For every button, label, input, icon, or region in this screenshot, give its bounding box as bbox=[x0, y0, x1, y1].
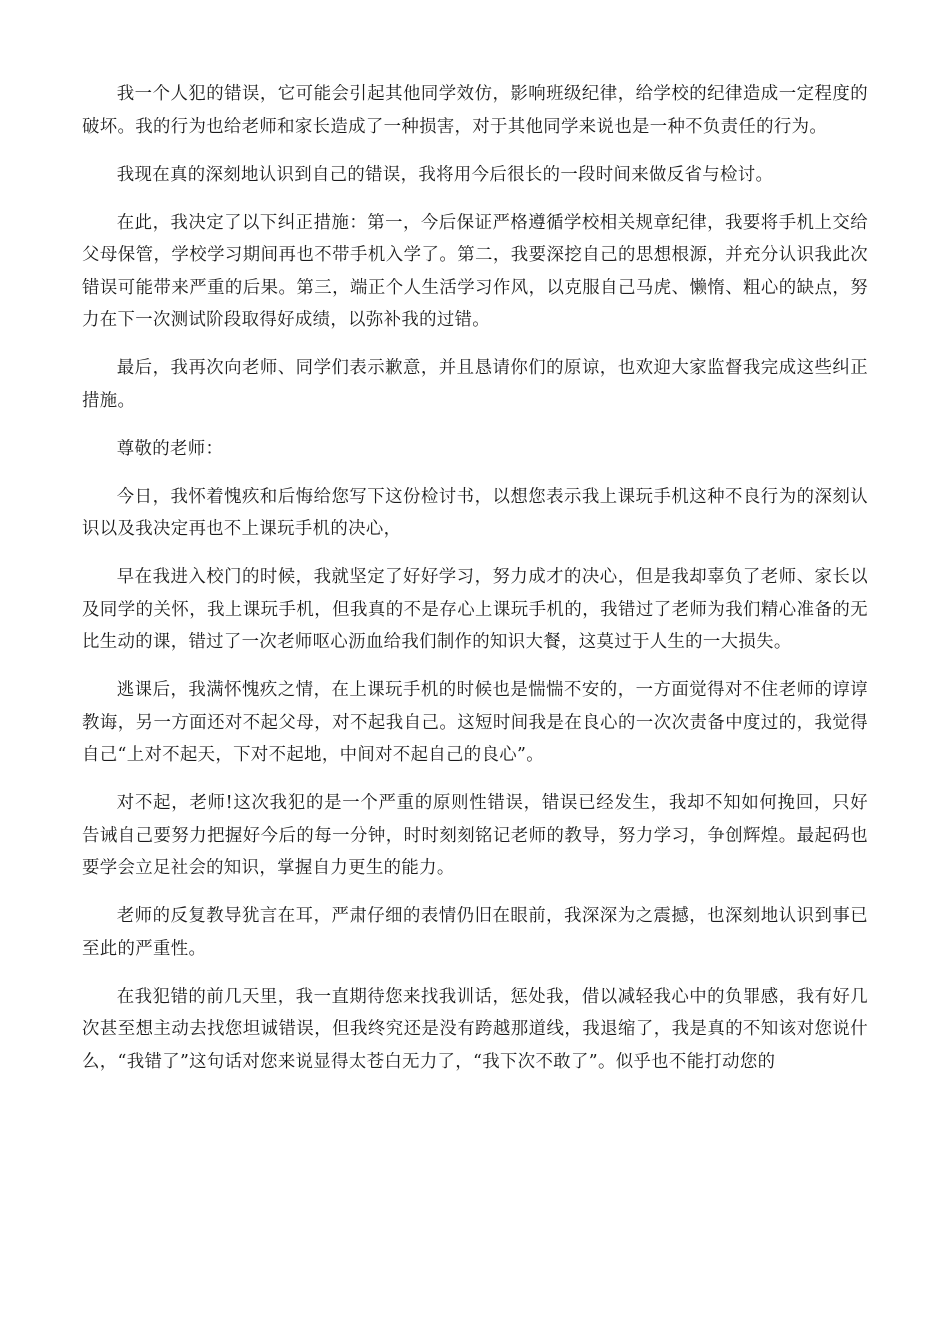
paragraph: 早在我进入校门的时候，我就坚定了好好学习，努力成才的决心，但是我却辜负了老师、家长以及同学的关怀，我上课玩手机，但我真的不是存心上课玩手机的，我错过了老师为我们精心准备的无比生动的课，错过了一次老师呕心沥血给我们制作的知识大餐，这莫过于人生的一大损失。 bbox=[82, 567, 868, 652]
paragraph: 我现在真的深刻地认识到自己的错误，我将用今后很长的一段时间来做反省与检讨。 bbox=[116, 164, 774, 185]
paragraph: 对不起，老师!这次我犯的是一个严重的原则性错误，错误已经发生，我却不知如何挽回，只好告诫自己要努力把握好今后的每一分钟，时时刻刻铭记老师的教导，努力学习，争创辉煌。最起码也要学会立足社会的知识，掌握自力更生的能力。 bbox=[82, 793, 868, 878]
document-page bbox=[82, 78, 868, 1094]
salutation: 尊敬的老师： bbox=[116, 438, 224, 459]
paragraph: 老师的反复教导犹言在耳，严肃仔细的表情仍旧在眼前，我深深为之震撼，也深刻地认识到事已至此的严重性。 bbox=[82, 906, 868, 959]
paragraph: 在此，我决定了以下纠正措施：第一，今后保证严格遵循学校相关规章纪律，我要将手机上交给父母保管，学校学习期间再也不带手机入学了。第二，我要深挖自己的思想根源，并充分认识我此次错误可能带来严重的后果。第三，端正个人生活学习作风，以克服自己马虎、懒惰、粗心的缺点，努力在下一次测试阶段取得好成绩，以弥补我的过错。 bbox=[82, 212, 868, 330]
paragraph: 在我犯错的前几天里，我一直期待您来找我训话，惩处我，借以减轻我心中的负罪感，我有好几次甚至想主动去找您坦诚错误，但我终究还是没有跨越那道线，我退缩了，我是真的不知该对您说什么，“我错了”这句话对您来说显得太苍白无力了，“我下次不敢了”。似乎也不能打动您的 bbox=[82, 986, 868, 1072]
paragraph: 我一个人犯的错误，它可能会引起其他同学效仿，影响班级纪律，给学校的纪律造成一定程度的破坏。我的行为也给老师和家长造成了一种损害，对于其他同学来说也是一种不负责任的行为。 bbox=[82, 84, 868, 137]
paragraph: 最后，我再次向老师、同学们表示歉意，并且恳请你们的原谅，也欢迎大家监督我完成这些纠正措施。 bbox=[82, 358, 868, 411]
paragraph: 逃课后，我满怀愧疚之情，在上课玩手机的时候也是惴惴不安的，一方面觉得对不住老师的谆谆教诲，另一方面还对不起父母，对不起我自己。这短时间我是在良心的一次次责备中度过的，我觉得自己“上对不起天，下对不起地，中间对不起自己的良心”。 bbox=[82, 680, 868, 765]
paragraph: 今日，我怀着愧疚和后悔给您写下这份检讨书，以想您表示我上课玩手机这种不良行为的深刻认识以及我决定再也不上课玩手机的决心， bbox=[82, 486, 868, 539]
